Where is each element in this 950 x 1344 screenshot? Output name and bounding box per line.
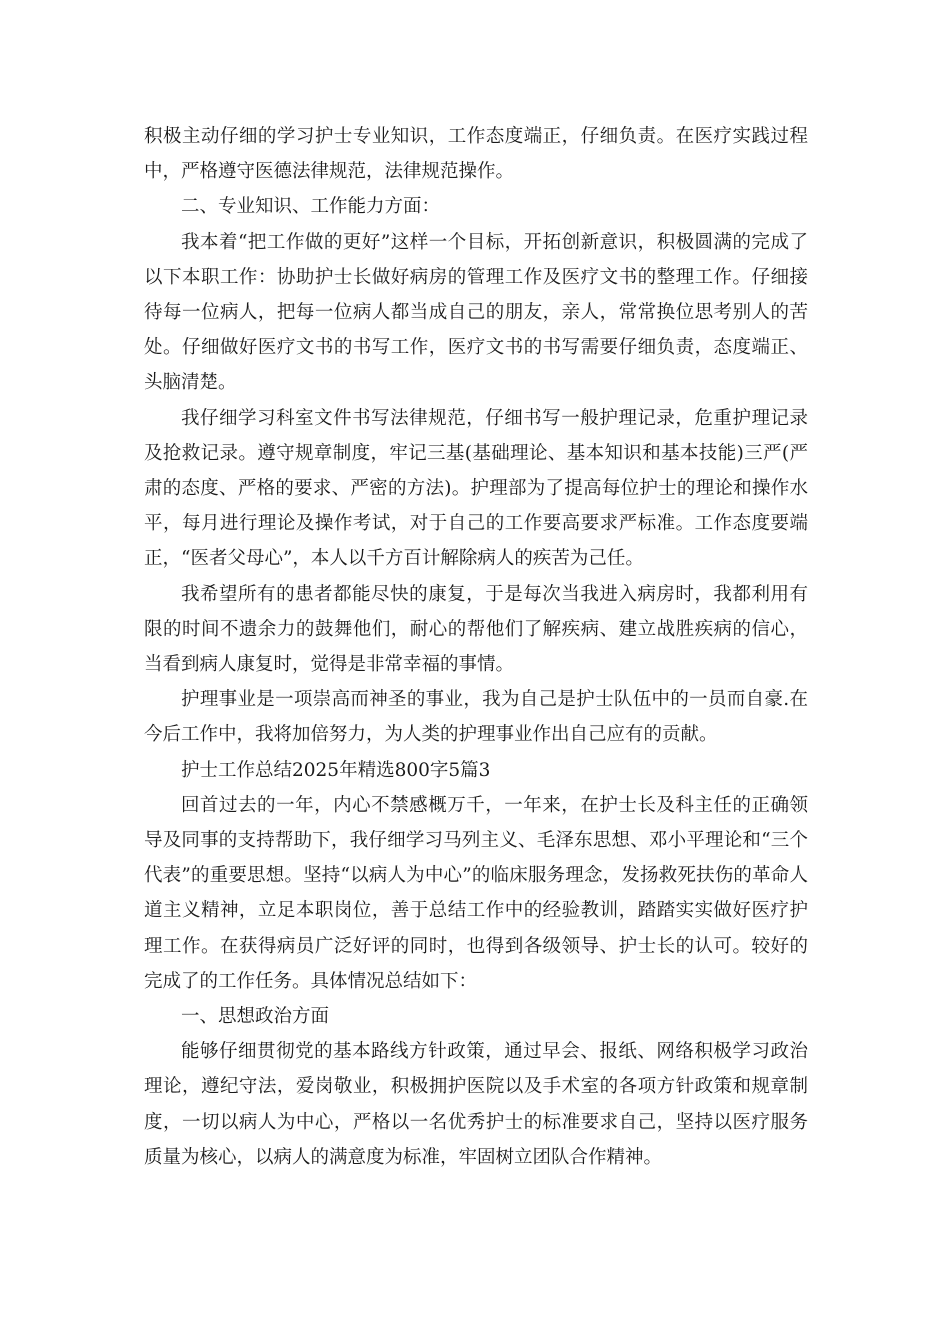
article-title: 护士工作总结2025年精选800字5篇3 (181, 759, 491, 781)
paragraph-4: 我仔细学习科室文件书写法律规范，仔细书写一般护理记录，危重护理记录及抢救记录。遵守规章制度，牢记三基(基础理论、基本知识和基本技能)三严(严肃的态度、严格的要求、严密的方法)。护理部为了提高每位护士的理论和操作水平，每月进行理论及操作考试，对于自己的工作要高要求严标准。工作态度要端正，“医者父母心”，本人以千方百计解除病人的疾苦为己任。 (144, 407, 808, 570)
paragraph-6: 护理事业是一项崇高而神圣的事业，我为自己是护士队伍中的一员而自豪.在今后工作中，我将加倍努力，为人类的护理事业作出自己应有的贡献。 (144, 689, 808, 746)
paragraph-5: 我希望所有的患者都能尽快的康复，于是每次当我进入病房时，我都利用有限的时间不遗余力的鼓舞他们，耐心的帮他们了解疾病、建立战胜疾病的信心，当看到病人康复时，觉得是非常幸福的事情。 (144, 583, 808, 676)
document-body (144, 119, 808, 1175)
section-heading-political: 一、思想政治方面 (181, 1006, 330, 1028)
paragraph-8: 回首过去的一年，内心不禁感概万千，一年来，在护士长及科主任的正确领导及同事的支持帮助下，我仔细学习马列主义、毛泽东思想、邓小平理论和“三个代表”的重要思想。坚持“以病人为中心”的临床服务理念，发扬救死扶伤的革命人道主义精神，立足本职岗位，善于总结工作中的经验教训，踏踏实实做好医疗护理工作。在获得病员广泛好评的同时，也得到各级领导、护士长的认可。较好的完成了的工作任务。具体情况总结如下： (144, 794, 808, 992)
paragraph-3: 我本着“把工作做的更好”这样一个目标，开拓创新意识，积极圆满的完成了以下本职工作：协助护士长做好病房的管理工作及医疗文书的整理工作。仔细接待每一位病人，把每一位病人都当成自己的朋友，亲人，常常换位思考别人的苦处。仔细做好医疗文书的书写工作，医疗文书的书写需要仔细负责，态度端正、头脑清楚。 (144, 231, 808, 394)
paragraph-1: 积极主动仔细的学习护士专业知识，工作态度端正，仔细负责。在医疗实践过程中，严格遵守医德法律规范，法律规范操作。 (144, 126, 808, 183)
section-heading-professional: 二、专业知识、工作能力方面： (181, 196, 441, 218)
paragraph-10: 能够仔细贯彻党的基本路线方针政策，通过早会、报纸、网络积极学习政治理论，遵纪守法，爱岗敬业，积极拥护医院以及手术室的各项方针政策和规章制度，一切以病人为中心，严格以一名优秀护士的标准要求自己，坚持以医疗服务质量为核心，以病人的满意度为标准，牢固树立团队合作精神。 (144, 1041, 808, 1168)
